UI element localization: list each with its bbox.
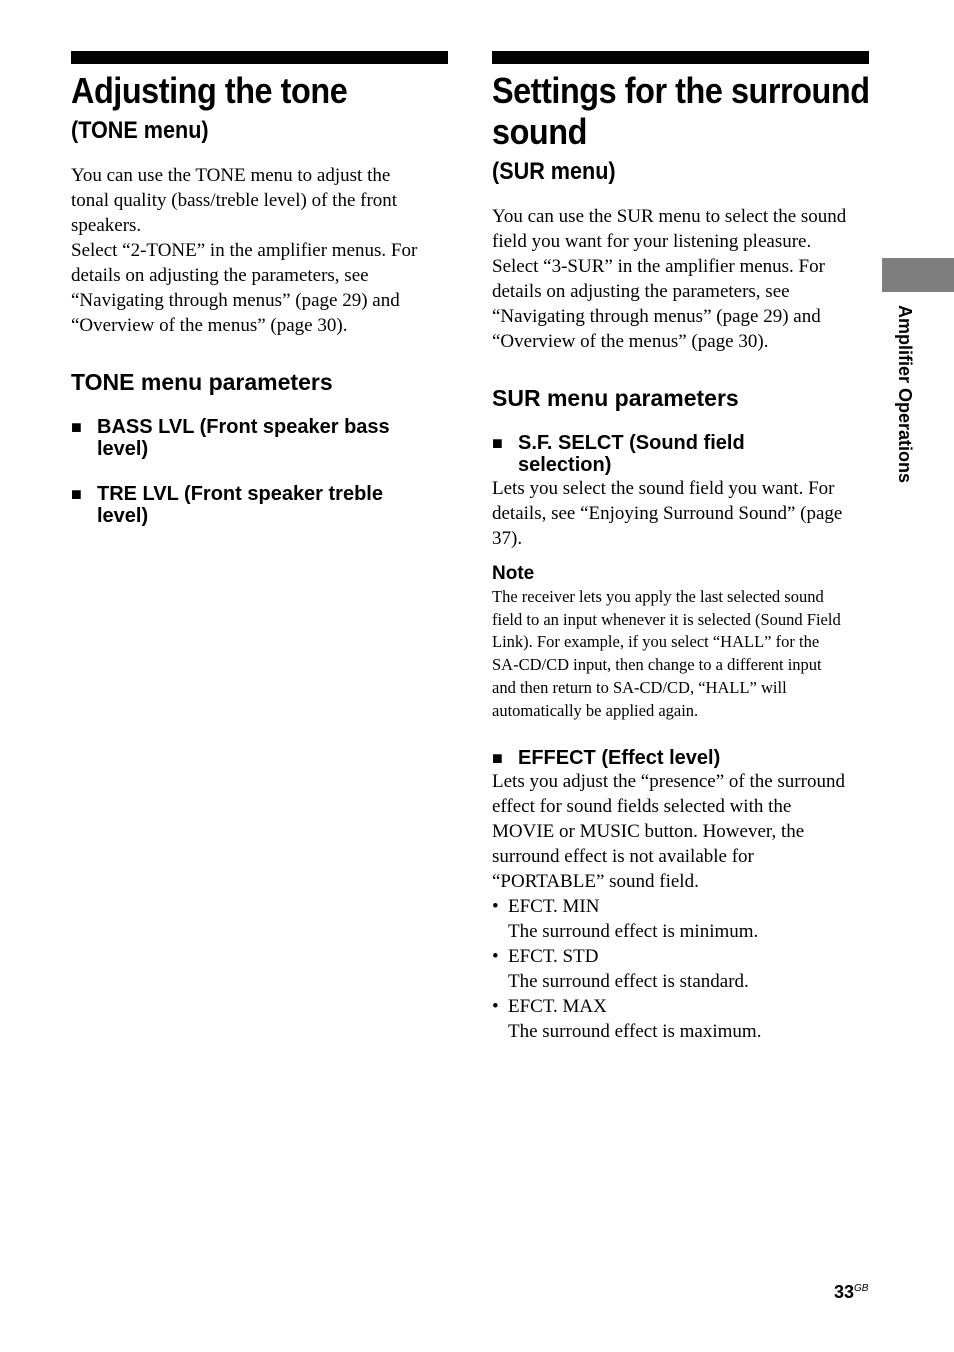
left-column: [71, 51, 448, 527]
intro-line: speakers.: [71, 215, 142, 236]
intro-line: field you want for your listening pleasure.: [492, 231, 812, 252]
param-heading-line: BASS LVL (Front speaker bass: [97, 416, 390, 438]
intro-line: Select “2-TONE” in the amplifier menus. For: [71, 240, 418, 261]
section-title-tone: Adjusting the tone: [71, 70, 348, 111]
intro-paragraph: [71, 163, 448, 338]
desc-line: MOVIE or MUSIC button. However, the: [492, 821, 805, 843]
effect-option-name: EFCT. STD: [508, 946, 599, 968]
square-bullet-icon: ■: [492, 748, 503, 769]
section-title-surround: Settings for the surround: [492, 70, 870, 111]
intro-paragraph: [492, 204, 869, 354]
effect-option-item: [492, 894, 869, 919]
chapter-side-label: Amplifier Operations: [895, 305, 915, 484]
note-line: field to an input whenever it is selected (Sound Field: [492, 609, 841, 629]
page-number-suffix: GB: [854, 1283, 869, 1294]
intro-line: “Navigating through menus” (page 29) and: [71, 290, 400, 311]
section-rule: [492, 51, 869, 64]
note-line: automatically be applied again.: [492, 700, 699, 720]
note-line: Link). For example, if you select “HALL” for the: [492, 632, 820, 652]
section-subtitle-tone-menu: (TONE menu): [71, 117, 209, 144]
section-rule: [71, 51, 448, 64]
intro-line: details on adjusting the parameters, see: [71, 265, 369, 286]
intro-line: tonal quality (bass/treble level) of the front: [71, 190, 398, 211]
effect-option-item: [492, 994, 869, 1019]
desc-line: effect for sound fields selected with the: [492, 796, 792, 818]
square-bullet-icon: ■: [492, 433, 503, 453]
intro-line: Select “3-SUR” in the amplifier menus. For: [492, 256, 825, 277]
desc-line: 37).: [492, 528, 523, 549]
intro-line: “Navigating through menus” (page 29) and: [492, 306, 821, 327]
param-heading-treble: [71, 483, 448, 527]
square-bullet-icon: ■: [71, 417, 82, 437]
effect-description: [492, 769, 869, 894]
intro-line: You can use the SUR menu to select the sound: [492, 206, 847, 227]
param-heading-line: TRE LVL (Front speaker treble: [97, 483, 383, 505]
bullet-dot: •: [492, 896, 499, 918]
note-body: [492, 586, 869, 722]
params-heading: SUR menu parameters: [492, 385, 739, 411]
desc-line: surround effect is not available for: [492, 846, 754, 868]
sound-field-description: [492, 476, 869, 551]
param-heading-line: EFFECT (Effect level): [518, 747, 721, 770]
effect-option-desc: The surround effect is maximum.: [508, 1021, 762, 1043]
param-heading-line: level): [97, 438, 149, 460]
effect-option-name: EFCT. MIN: [508, 896, 600, 918]
bullet-dot: •: [492, 996, 499, 1018]
page-number-value: 33: [834, 1282, 855, 1302]
params-heading: TONE menu parameters: [71, 369, 333, 395]
right-column: [492, 51, 869, 1044]
desc-line: Lets you select the sound field you want. For: [492, 478, 835, 499]
desc-line: “PORTABLE” sound field.: [492, 871, 699, 893]
section-subtitle-sur-menu: (SUR menu): [492, 158, 616, 185]
chapter-side-tab: [882, 258, 954, 292]
note-heading: Note: [492, 563, 535, 584]
bullet-dot: •: [492, 946, 499, 968]
note-line: and then return to SA-CD/CD, “HALL” will: [492, 677, 787, 697]
param-heading-effect: [492, 747, 869, 769]
intro-line: “Overview of the menus” (page 30).: [492, 331, 769, 352]
param-heading-bass: [71, 416, 448, 460]
effect-option-name: EFCT. MAX: [508, 996, 607, 1018]
effect-option-item: [492, 944, 869, 969]
desc-line: Lets you adjust the “presence” of the surround: [492, 771, 845, 793]
note-line: The receiver lets you apply the last selected sound: [492, 587, 824, 606]
param-heading-line: level): [97, 505, 149, 527]
intro-line: details on adjusting the parameters, see: [492, 281, 790, 302]
square-bullet-icon: ■: [71, 484, 82, 504]
intro-line: You can use the TONE menu to adjust the: [71, 165, 391, 186]
param-heading-line: selection): [518, 454, 612, 476]
effect-option-desc: The surround effect is minimum.: [508, 921, 759, 943]
param-heading-sound-field: [492, 432, 869, 476]
effect-options-list: [492, 894, 869, 1044]
desc-line: details, see “Enjoying Surround Sound” (page: [492, 503, 843, 524]
intro-line: “Overview of the menus” (page 30).: [71, 315, 348, 336]
param-heading-line: S.F. SELCT (Sound field: [518, 432, 745, 454]
page-number: [834, 1282, 868, 1303]
note-line: SA-CD/CD input, then change to a different input: [492, 655, 822, 675]
section-title-surround-line2: sound: [492, 111, 587, 152]
effect-option-desc: The surround effect is standard.: [508, 971, 749, 993]
